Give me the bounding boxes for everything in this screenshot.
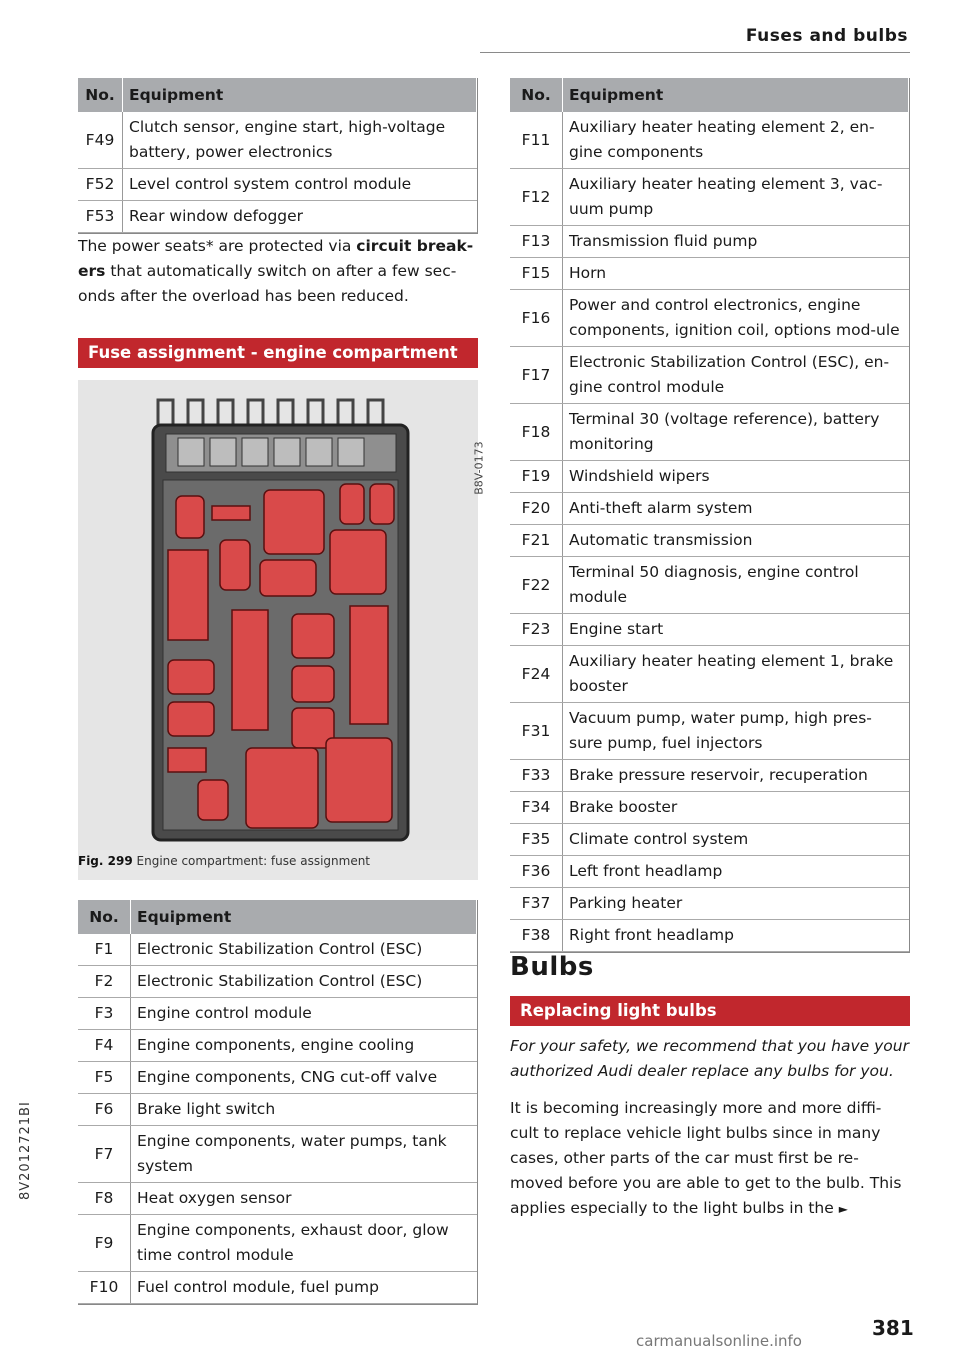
note-bold-term: circuit break-ers <box>78 237 474 280</box>
fuse-number: F35 <box>510 824 563 856</box>
fuse-number: F4 <box>78 1030 131 1062</box>
fuse-equipment: Auxiliary heater heating element 1, brake booster <box>563 646 909 703</box>
col-header-equipment: Equipment <box>131 900 477 934</box>
fuse-number: F1 <box>78 934 131 966</box>
fuse-equipment: Windshield wipers <box>563 461 909 493</box>
note-text-end: that automatically switch on after a few sec-onds after the overload has been reduced. <box>78 262 457 305</box>
figure-caption <box>78 854 370 868</box>
replacing-bulbs-heading: Replacing light bulbs <box>510 996 910 1026</box>
table-row <box>78 966 477 998</box>
table-row <box>78 1062 477 1094</box>
fuse-number: F10 <box>78 1272 131 1304</box>
table-row <box>510 703 909 760</box>
table-row <box>510 760 909 792</box>
bulbs-body <box>510 1096 910 1222</box>
fuse-number: F33 <box>510 760 563 792</box>
fuse-table-left-bottom <box>78 900 477 1304</box>
table-row <box>510 856 909 888</box>
table-row <box>510 557 909 614</box>
fuse-equipment: Parking heater <box>563 888 909 920</box>
fuse-equipment: Auxiliary heater heating element 2, en-gine components <box>563 112 909 169</box>
fuse-number: F21 <box>510 525 563 557</box>
table-row <box>510 646 909 703</box>
margin-code: 8V2012721BI <box>18 1101 33 1200</box>
left-bottom-table-block <box>78 900 478 1305</box>
fuse-equipment: Transmission fluid pump <box>563 226 909 258</box>
fuse-equipment: Auxiliary heater heating element 3, vac-uum pump <box>563 169 909 226</box>
figure-number: Fig. 299 <box>78 854 133 868</box>
table-row <box>510 404 909 461</box>
fuse-equipment: Brake booster <box>563 792 909 824</box>
fuse-number: F11 <box>510 112 563 169</box>
continue-arrow-icon: ► <box>838 1202 848 1216</box>
col-header-equipment: Equipment <box>123 78 477 112</box>
table-row <box>510 290 909 347</box>
section-heading: Fuse assignment - engine compartment <box>78 338 478 368</box>
table-row <box>510 461 909 493</box>
fuse-number: F19 <box>510 461 563 493</box>
fuse-number: F34 <box>510 792 563 824</box>
fuse-number: F38 <box>510 920 563 952</box>
fuse-equipment: Engine components, exhaust door, glow time control module <box>131 1215 477 1272</box>
fuse-equipment: Engine start <box>563 614 909 646</box>
fuse-equipment: Level control system control module <box>123 169 477 201</box>
fuse-number: F7 <box>78 1126 131 1183</box>
table-row <box>510 347 909 404</box>
col-header-equipment: Equipment <box>563 78 909 112</box>
table-row <box>78 998 477 1030</box>
engine-compartment-heading <box>78 338 478 368</box>
table-row <box>78 1183 477 1215</box>
page-header <box>480 24 910 53</box>
fuse-number: F18 <box>510 404 563 461</box>
fuse-equipment: Vacuum pump, water pump, high pres-sure pump, fuel injectors <box>563 703 909 760</box>
fuse-equipment: Right front headlamp <box>563 920 909 952</box>
table-row <box>510 920 909 952</box>
circuit-breaker-note <box>78 234 478 309</box>
table-row <box>510 112 909 169</box>
bulbs-body-text: It is becoming increasingly more and more diffi-cult to replace vehicle light bulbs since in many cases, other parts of the car must first be re-moved before you are able to get to the bulb. This applies especially to the light bulbs in the <box>510 1099 902 1217</box>
figure-code: B8V-0173 <box>472 441 485 495</box>
fuse-number: F22 <box>510 557 563 614</box>
fuse-equipment: Engine components, CNG cut-off valve <box>131 1062 477 1094</box>
fuse-box-figure <box>78 380 485 880</box>
table-row <box>510 493 909 525</box>
fuse-equipment: Clutch sensor, engine start, high-voltage battery, power electronics <box>123 112 477 169</box>
table-row <box>510 888 909 920</box>
fuse-number: F6 <box>78 1094 131 1126</box>
table-row <box>510 226 909 258</box>
fuse-number: F12 <box>510 169 563 226</box>
table-row <box>78 201 477 233</box>
col-header-no: No. <box>78 78 123 112</box>
table-row <box>510 824 909 856</box>
table-row <box>78 1272 477 1304</box>
table-row <box>78 934 477 966</box>
fuse-number: F2 <box>78 966 131 998</box>
fuse-number: F20 <box>510 493 563 525</box>
col-header-no: No. <box>510 78 563 112</box>
fuse-number: F31 <box>510 703 563 760</box>
col-header-no: No. <box>78 900 131 934</box>
fuse-equipment: Power and control electronics, engine components, ignition coil, options mod-ule <box>563 290 909 347</box>
fuse-number: F3 <box>78 998 131 1030</box>
fuse-table-left-top <box>78 78 477 233</box>
fuse-equipment: Climate control system <box>563 824 909 856</box>
fuse-equipment: Left front headlamp <box>563 856 909 888</box>
note-text: The power seats* are protected via <box>78 237 357 255</box>
watermark: carmanualsonline.info <box>636 1332 802 1350</box>
table-row <box>78 112 477 169</box>
fuse-box-diagram <box>78 380 478 850</box>
fuse-number: F24 <box>510 646 563 703</box>
table-row <box>510 258 909 290</box>
table-row <box>78 1030 477 1062</box>
fuse-equipment: Engine components, engine cooling <box>131 1030 477 1062</box>
fuse-equipment: Heat oxygen sensor <box>131 1183 477 1215</box>
fuse-number: F16 <box>510 290 563 347</box>
fuse-number: F13 <box>510 226 563 258</box>
table-row <box>78 1215 477 1272</box>
table-row <box>510 792 909 824</box>
fuse-equipment: Brake pressure reservoir, recuperation <box>563 760 909 792</box>
fuse-equipment: Rear window defogger <box>123 201 477 233</box>
bulbs-heading: Bulbs <box>510 952 594 982</box>
fuse-equipment: Electronic Stabilization Control (ESC) <box>131 934 477 966</box>
fuse-number: F9 <box>78 1215 131 1272</box>
table-row <box>510 169 909 226</box>
fuse-equipment: Anti-theft alarm system <box>563 493 909 525</box>
fuse-equipment: Terminal 30 (voltage reference), battery monitoring <box>563 404 909 461</box>
fuse-number: F53 <box>78 201 123 233</box>
fuse-number: F23 <box>510 614 563 646</box>
fuse-table-right <box>510 78 909 952</box>
fuse-equipment: Engine components, water pumps, tank system <box>131 1126 477 1183</box>
fuse-number: F8 <box>78 1183 131 1215</box>
section-title: Fuses and bulbs <box>745 26 908 46</box>
fuse-equipment: Automatic transmission <box>563 525 909 557</box>
fuse-equipment: Electronic Stabilization Control (ESC) <box>131 966 477 998</box>
table-row <box>78 1094 477 1126</box>
fuse-number: F15 <box>510 258 563 290</box>
fuse-equipment: Brake light switch <box>131 1094 477 1126</box>
table-row <box>78 169 477 201</box>
fuse-equipment: Terminal 50 diagnosis, engine control module <box>563 557 909 614</box>
fuse-number: F52 <box>78 169 123 201</box>
figure-caption-text: Engine compartment: fuse assignment <box>136 854 371 868</box>
fuse-equipment: Fuel control module, fuel pump <box>131 1272 477 1304</box>
fuse-equipment: Electronic Stabilization Control (ESC), en-gine control module <box>563 347 909 404</box>
page-number: 381 <box>872 1316 914 1340</box>
bulbs-intro: For your safety, we recommend that you have your authorized Audi dealer replace any bulbs for you. <box>510 1037 909 1080</box>
fuse-number: F36 <box>510 856 563 888</box>
right-table-block <box>510 78 910 953</box>
left-top-table-block <box>78 78 478 234</box>
fuse-equipment: Engine control module <box>131 998 477 1030</box>
table-row <box>78 1126 477 1183</box>
fuse-equipment: Horn <box>563 258 909 290</box>
fuse-number: F49 <box>78 112 123 169</box>
fuse-number: F17 <box>510 347 563 404</box>
table-row <box>510 525 909 557</box>
fuse-number: F5 <box>78 1062 131 1094</box>
fuse-number: F37 <box>510 888 563 920</box>
table-row <box>510 614 909 646</box>
bulbs-section <box>510 952 910 1222</box>
